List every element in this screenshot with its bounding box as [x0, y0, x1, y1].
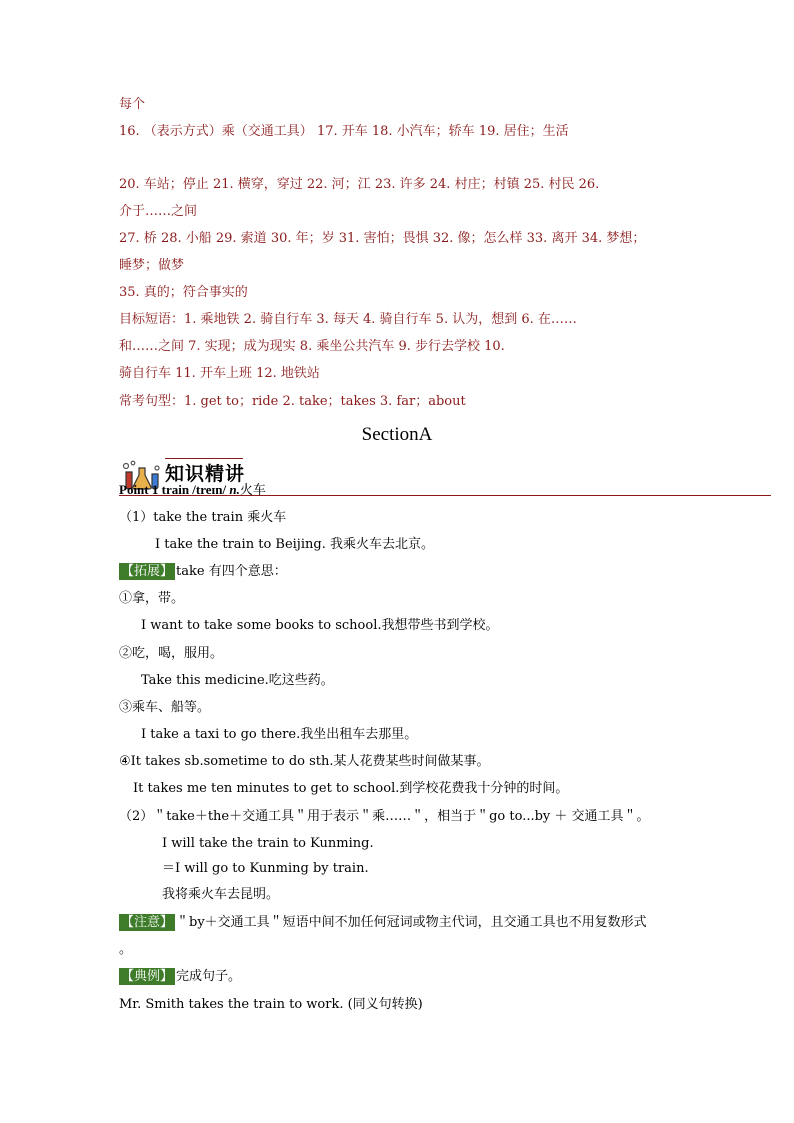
example-sentence: I want to take some books to school.我想带些书到学校。	[141, 618, 499, 633]
example-sentence: I take a taxi to go there.我坐出租车去那里。	[141, 727, 418, 742]
example-tag: 【典例】	[121, 969, 174, 984]
answer-line: 16. （表示方式）乘（交通工具） 17. 开车 18. 小汽车；轿车 19. 居住；生活	[119, 124, 569, 139]
point-prefix: Point 1 train /treɪn/	[119, 482, 230, 497]
content-line: ③乘车、船等。	[119, 700, 211, 715]
content-line: （2）＂take＋the＋交通工具＂用于表示＂乘……＂，相当于＂go to...by ＋ 交通工具＂。	[119, 809, 650, 824]
example-translation: 我将乘火车去昆明。	[162, 887, 280, 902]
point-meaning: 火车	[239, 483, 266, 498]
content-text: take 有四个意思：	[176, 564, 287, 579]
content-line: （1）take the train 乘火车	[119, 510, 287, 525]
point-title	[119, 482, 266, 499]
section-title: SectionA	[361, 424, 433, 445]
note-tag: 【注意】	[121, 915, 174, 930]
example-sentence: It takes me ten minutes to get to school.到学校花费我十分钟的时间。	[133, 781, 569, 796]
answer-line: 目标短语：1. 乘地铁 2. 骑自行车 3. 每天 4. 骑自行车 5. 认为，想到 6. 在……	[119, 312, 577, 327]
answer-line: 20. 车站；停止 21. 横穿，穿过 22. 河；江 23. 许多 24. 村庄；村镇 25. 村民 26.	[119, 177, 600, 192]
example-sentence: I will take the train to Kunming.	[162, 836, 374, 851]
answer-line: 介于……之间	[119, 204, 198, 219]
content-line: 。	[119, 942, 133, 957]
answer-line: 和……之间 7. 实现；成为现实 8. 乘坐公共汽车 9. 步行去学校 10.	[119, 339, 505, 354]
content-text: ＂by＋交通工具＂短语中间不加任何冠词或物主代词，且交通工具也不用复数形式	[176, 915, 647, 930]
answer-line: 常考句型：1. get to；ride 2. take；takes 3. far；about	[119, 394, 466, 409]
part-of-speech: n.	[229, 482, 240, 497]
answer-line: 骑自行车 11. 开车上班 12. 地铁站	[119, 366, 320, 381]
heading-text: 知识精讲	[165, 463, 246, 485]
content-line: ②吃，喝，服用。	[119, 646, 224, 661]
example-sentence: I take the train to Beijing. 我乘火车去北京。	[155, 537, 434, 552]
content-line: ①拿，带。	[119, 591, 185, 606]
answer-line: 27. 桥 28. 小船 29. 索道 30. 年；岁 31. 害怕；畏惧 32. 像；怎么样 33. 离开 34. 梦想；	[119, 231, 646, 246]
answer-line: 每个	[119, 97, 146, 112]
exercise-sentence: Mr. Smith takes the train to work. (同义句转换)	[119, 997, 423, 1012]
content-line	[119, 968, 241, 986]
answer-line: 睡梦；做梦	[119, 258, 185, 273]
answer-line: 35. 真的；符合事实的	[119, 285, 248, 300]
content-text: 完成句子。	[176, 969, 242, 984]
content-line	[119, 563, 287, 581]
example-sentence: Take this medicine.吃这些药。	[141, 673, 334, 688]
heading-decoration	[165, 458, 243, 459]
content-line	[119, 914, 647, 932]
content-line: ④It takes sb.sometime to do sth.某人花费某些时间做某事。	[119, 754, 490, 769]
extend-tag: 【拓展】	[121, 564, 174, 579]
example-sentence: ＝I will go to Kunming by train.	[162, 861, 369, 876]
